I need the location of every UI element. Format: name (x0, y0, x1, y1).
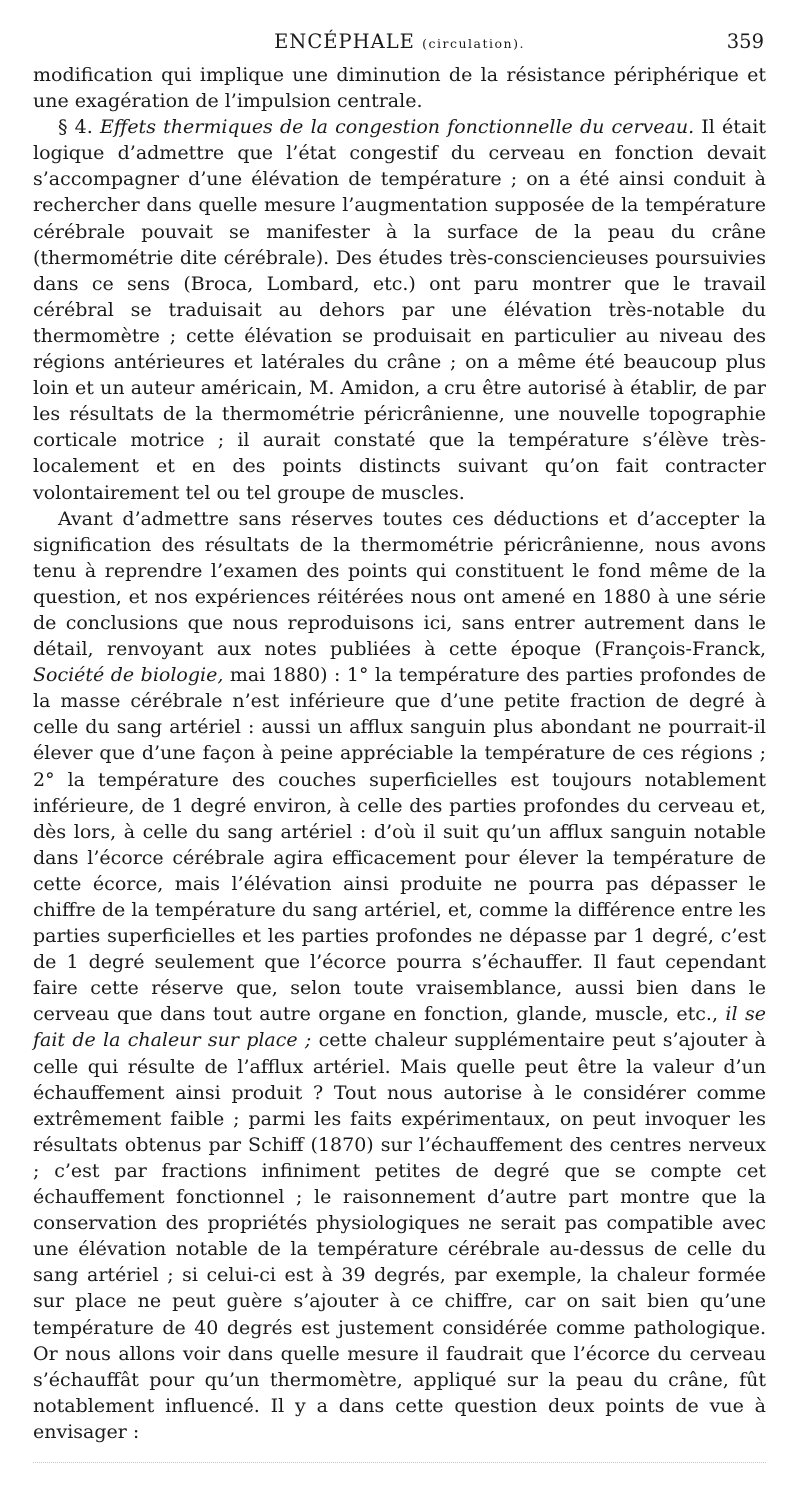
running-title-main: ENCÉPHALE (274, 30, 415, 53)
text-run: mai 1880) : 1° la température des parties profondes de la masse cérébrale n’est inférieure que d’une petite fraction de degré à celle du sang artériel : aussi un afflux sanguin plus abondant ne pourrait-il élever que d’une façon à peine appréciable la température de ces régions ; 2° la température des couches superficielles est toujours notablement inférieure, de 1 degré environ, à celle des parties profondes du cerveau et, dès lors, à celle du sang artériel : d’où il suit qu’un afflux sanguin notable dans l’écorce cérébrale agira efficacement pour élever la température de cette écorce, mais l’élévation ainsi produite ne pourra pas dépasser le chiffre de la température du sang artériel, et, comme la différence entre les parties superficielles et les parties profondes ne dépasse par 1 degré, c’est de 1 degré seulement que l’écorce pourra s’échauffer. Il faut cependant faire cette réserve que, selon toute vraisemblance, aussi bien dans le cerveau que dans tout autre organe en fonction, glande, muscle, etc., (33, 664, 767, 1026)
text-run: cette chaleur supplémentaire peut s’ajouter à celle qui résulte de l’afflux artériel. Mais quelle peut être la valeur d’un échauffement ainsi produit ? Tout nous autorise à le considérer comme extrêmement faible ; parmi les faits expérimentaux, on peut invoquer les résultats obtenus par Schiff (1870) sur l’échauffement des centres nerveux ; c’est par fractions infiniment petites de degré que se compte cet échauffement fonctionnel ; le raisonnement d’autre part montre que la conservation des propriétés physiologiques ne serait pas compatible avec une élévation notable de la température cérébrale au-dessus de celle du sang artériel ; si celui-ci est à 39 degrés, par exemple, la chaleur formée sur place ne peut guère s’ajouter à ce chiffre, car on sait bien qu’une température de 40 degrés est justement considérée comme pathologique. Or nous allons voir dans quelle mesure il faudrait que l’écorce du cerveau s’échauffât pour qu’un thermomètre, appliqué sur la peau du crâne, fût notablement influencé. Il y a dans cette question deux points de vue à envisager : (33, 1029, 766, 1443)
bottom-scan-artifact (33, 1462, 766, 1464)
running-header (33, 28, 766, 62)
italic-text: Effets thermiques de la congestion fonctionnelle du cerveau. (99, 116, 695, 139)
page-number: 359 (726, 30, 764, 53)
text-run: modification qui implique une diminution de la résistance périphérique et une exagération de l’impulsion centrale. (33, 64, 766, 113)
text-run: Avant d’admettre sans réserves toutes ces déductions et d’accepter la signification des résultats de la thermométrie péricrânienne, nous avons tenu à reprendre l’examen des points qui constituent le fond même de la question, et nos expériences réitérées nous ont amené en 1880 à une série de conclusions que nous reproduisons ici, sans entrer autrement dans le détail, renvoyant aux notes publiées à cette époque (François-Franck, (33, 507, 766, 661)
running-title (33, 30, 766, 53)
paragraph (33, 62, 766, 114)
paragraph (33, 506, 766, 1445)
book-page (33, 28, 766, 1445)
running-title-sub: (circulation). (422, 36, 525, 51)
body-text (33, 62, 766, 1445)
italic-text: Société de biologie, (33, 664, 224, 687)
italic-text: il se fait de la chaleur sur place ; (33, 1003, 766, 1052)
text-run: Il était logique d’admettre que l’état congestif du cerveau en fonction devait s’accompagner d’une élévation de température ; on a été ainsi conduit à rechercher dans quelle mesure l’augmentation supposée de la température cérébrale pouvait se manifester à la surface de la peau du crâne (thermométrie dite cérébrale). Des études très-consciencieuses poursuivies dans ce sens (Broca, Lombard, etc.) ont paru montrer que le travail cérébral se traduisait au dehors par une élévation très-notable du thermomètre ; cette élévation se produisait en particulier au niveau des régions antérieures et latérales du crâne ; on a même été beaucoup plus loin et un auteur américain, M. Amidon, a cru être autorisé à établir, de par les résultats de la thermométrie péricrânienne, une nouvelle topographie corticale motrice ; il aurait constaté que la température s’élève très-localement et en des points distincts suivant qu’on fait contracter volontairement tel ou tel groupe de muscles. (33, 116, 766, 504)
paragraph (33, 114, 766, 505)
text-run: § 4. (58, 116, 100, 139)
